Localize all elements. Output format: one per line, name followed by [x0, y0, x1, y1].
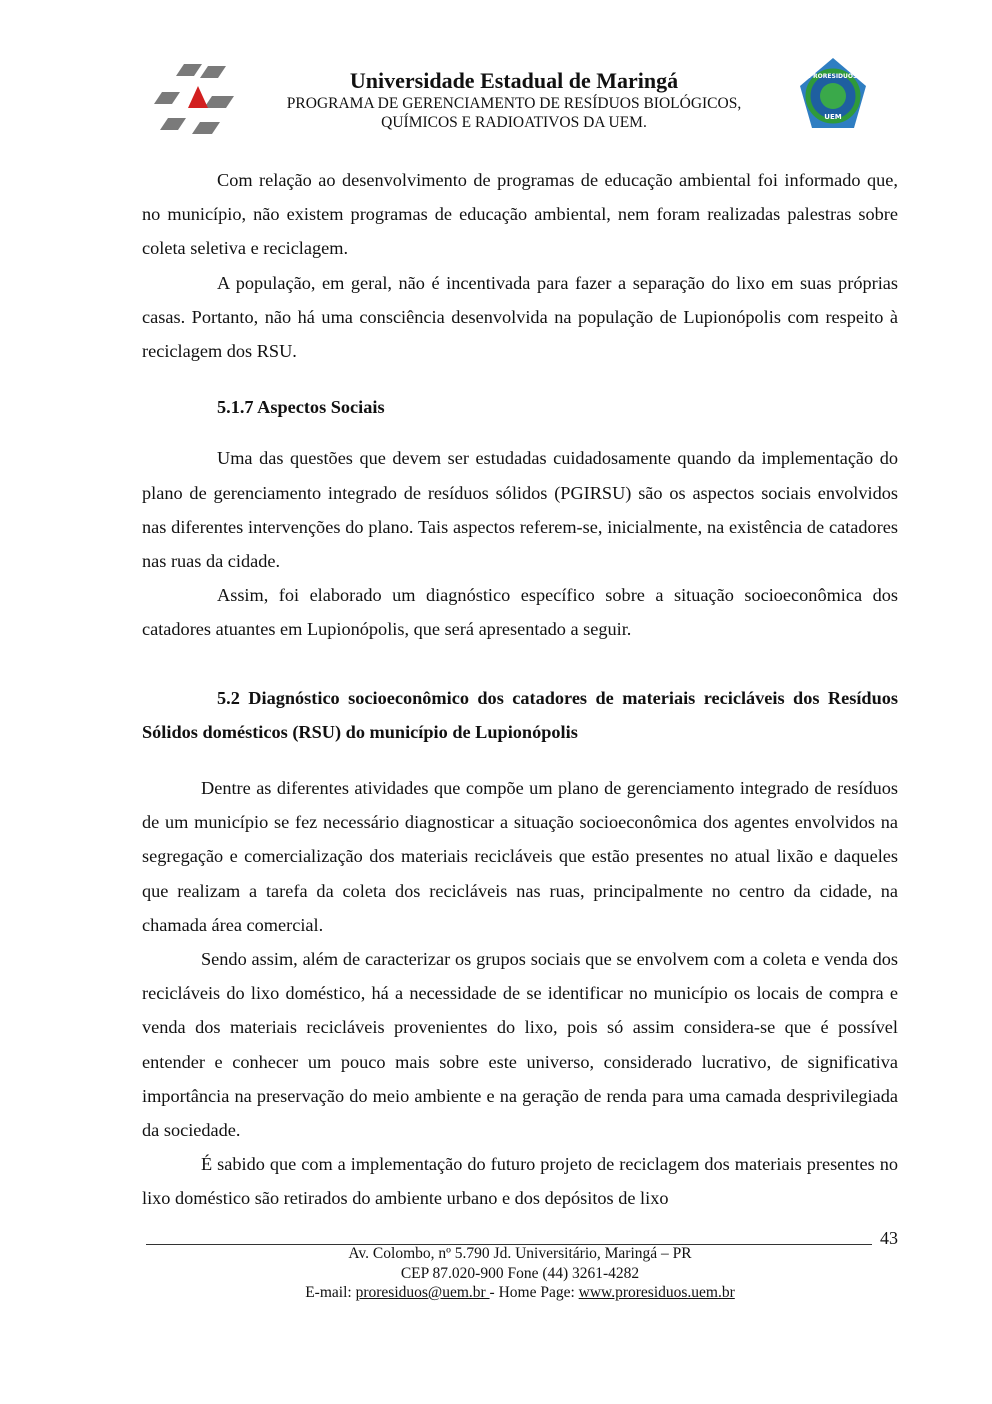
university-name: Universidade Estadual de Maringá — [349, 68, 679, 93]
home-page-link[interactable]: www.proresiduos.uem.br — [578, 1284, 735, 1301]
paragraph-diagnostic: Assim, foi elaborado um diagnóstico específico sobre a situação socioeconômica dos catadores atuantes em Lupionópolis, que será apresentado a seguir. — [142, 585, 898, 640]
logo-text-bottom: UEM — [824, 113, 842, 121]
university-logo-icon — [154, 56, 238, 140]
paragraph-environmental-education: Com relação ao desenvolvimento de programas de educação ambiental foi informado que, no município, não existem programas de educação ambiental, nem foram realizadas palestras sobre coleta seletiva e reciclagem. — [142, 170, 898, 259]
email-label: E-mail: — [305, 1284, 356, 1301]
footer-address: Av. Colombo, nº 5.790 Jd. Universitário, Maringá – PR — [348, 1245, 692, 1262]
footer-contact — [142, 1283, 898, 1303]
page-number: 43 — [880, 1228, 898, 1248]
section-heading-5-2: 5.2 Diagnóstico socioeconômico dos catadores de materiais recicláveis dos Resíduos Sólidos domésticos (RSU) do município de Lupionópolis — [142, 687, 898, 742]
footer-cep-phone: CEP 87.020-900 Fone (44) 3261-4282 — [400, 1264, 640, 1282]
page-header — [150, 52, 870, 144]
paragraph-social-aspects: Uma das questões que devem ser estudadas cuidadosamente quando da implementação do plano de gerenciamento integrado de resíduos sólidos (PGIRSU) são os aspectos sociais envolvidos nas diferentes intervenções do plano. Tais aspectos referem-se, inicialmente, na existência de catadores nas ruas da cidade. — [142, 448, 898, 572]
footer-address-block — [142, 1244, 898, 1303]
paragraph-recycling-project: É sabido que com a implementação do futuro projeto de reciclagem dos materiais presentes no lixo doméstico são retirados do ambiente urbano e dos depósitos de lixo — [142, 1154, 898, 1209]
document-body — [142, 163, 898, 1216]
logo-text-top: PRORESIDUOS — [808, 73, 858, 80]
header-text — [244, 68, 784, 132]
program-line-2: QUÍMICOS E RADIOATIVOS DA UEM. — [381, 114, 647, 131]
paragraph-social-groups: Sendo assim, além de caracterizar os grupos sociais que se envolvem com a coleta e venda dos recicláveis do lixo doméstico, há a necessidade de se identificar no município os locais de compra e venda dos materiais recicláveis provenientes do lixo, pois só assim considera-se que é possível entender e conhecer um pouco mais sobre este universo, considerado lucrativo, de significativa importância na preservação do meio ambiente e na geração de renda para uma camada desprivilegiada da sociedade. — [142, 949, 898, 1141]
proresiduos-logo-icon — [796, 56, 870, 132]
email-link[interactable]: proresiduos@uem.br — [355, 1284, 490, 1301]
paragraph-population: A população, em geral, não é incentivada para fazer a separação do lixo em suas próprias casas. Portanto, não há uma consciência desenvolvida na população de Lupionópolis com respeito à reciclagem dos RSU. — [142, 272, 898, 362]
home-page-label: - Home Page: — [489, 1284, 579, 1301]
section-heading-5-1-7: 5.1.7 Aspectos Sociais — [217, 397, 385, 418]
paragraph-activities: Dentre as diferentes atividades que compõe um plano de gerenciamento integrado de resíduos de um município se fez necessário diagnosticar a situação socioeconômica dos agentes envolvidos na segregação e comercialização dos materiais recicláveis que estão presentes no atual lixão e daqueles que realizam a tarefa da coleta dos recicláveis nas ruas, principalmente no centro da cidade, na chamada área comercial. — [142, 778, 898, 935]
program-line-1: PROGRAMA DE GERENCIAMENTO DE RESÍDUOS BIOLÓGICOS, — [286, 95, 742, 112]
